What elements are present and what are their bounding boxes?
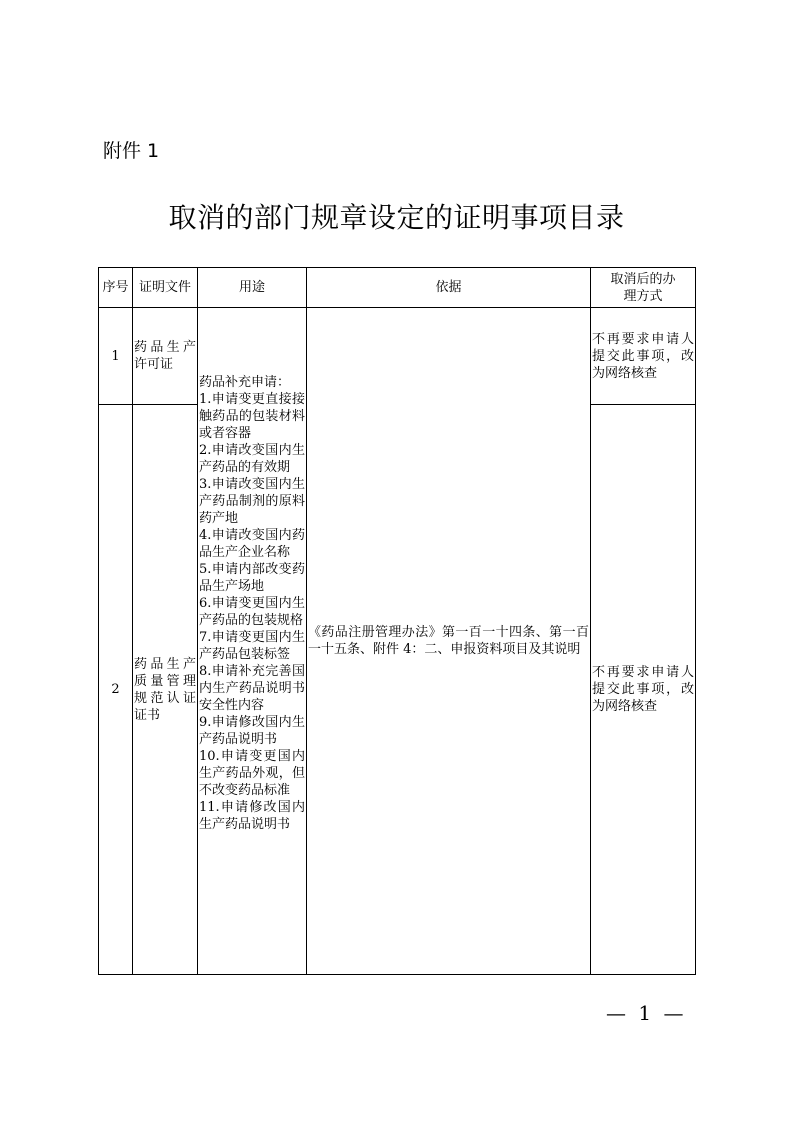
header-document: 证明文件 [133,268,198,308]
header-seq: 序号 [99,268,133,308]
basis-cell: 《药品注册管理办法》第一百一十四条、第一百一十五条、附件 4：二、申报资料项目及其说明 [307,308,591,975]
usage-line: 药品补充申请： [199,375,291,390]
row-1-document: 药品生产许可证 [133,308,198,405]
row-1-handling: 不再要求申请人提交此事项，改为网络核查 [591,308,696,405]
usage-line: 10.申请变更国内生产药品外观，但不改变药品标准 [199,749,305,798]
usage-line: 7.申请变更国内生产药品包装标签 [199,630,305,662]
usage-line: 5.申请内部改变药品生产场地 [199,562,305,594]
certificate-table [98,267,696,975]
page-number: — 1 — [606,1001,687,1025]
usage-cell [198,308,307,975]
usage-line: 6.申请变更国内生产药品的包装规格 [199,596,305,628]
usage-line: 11.申请修改国内生产药品说明书 [199,800,305,832]
usage-line: 8.申请补充完善国内生产药品说明书安全性内容 [199,664,305,713]
page-title: 取消的部门规章设定的证明事项目录 [168,201,625,234]
row-2-seq: 2 [99,405,133,975]
usage-line: 1.申请变更直接接触药品的包装材料或者容器 [199,392,305,441]
attachment-label: 附件 1 [103,140,160,162]
usage-line: 2.申请改变国内生产药品的有效期 [199,443,305,475]
header-usage: 用途 [198,268,307,308]
row-2-document: 药品生产质量管理规范认证证书 [133,405,198,975]
table-row [99,308,696,405]
usage-line: 9.申请修改国内生产药品说明书 [199,715,305,747]
table-header-row [99,268,696,308]
usage-line: 3.申请改变国内生产药品制剂的原料药产地 [199,477,305,526]
header-handling: 取消后的办理方式 [591,268,696,308]
header-basis: 依据 [307,268,591,308]
usage-line: 4.申请改变国内药品生产企业名称 [199,528,305,560]
row-2-handling: 不再要求申请人提交此事项，改为网络核查 [591,405,696,975]
row-1-seq: 1 [99,308,133,405]
